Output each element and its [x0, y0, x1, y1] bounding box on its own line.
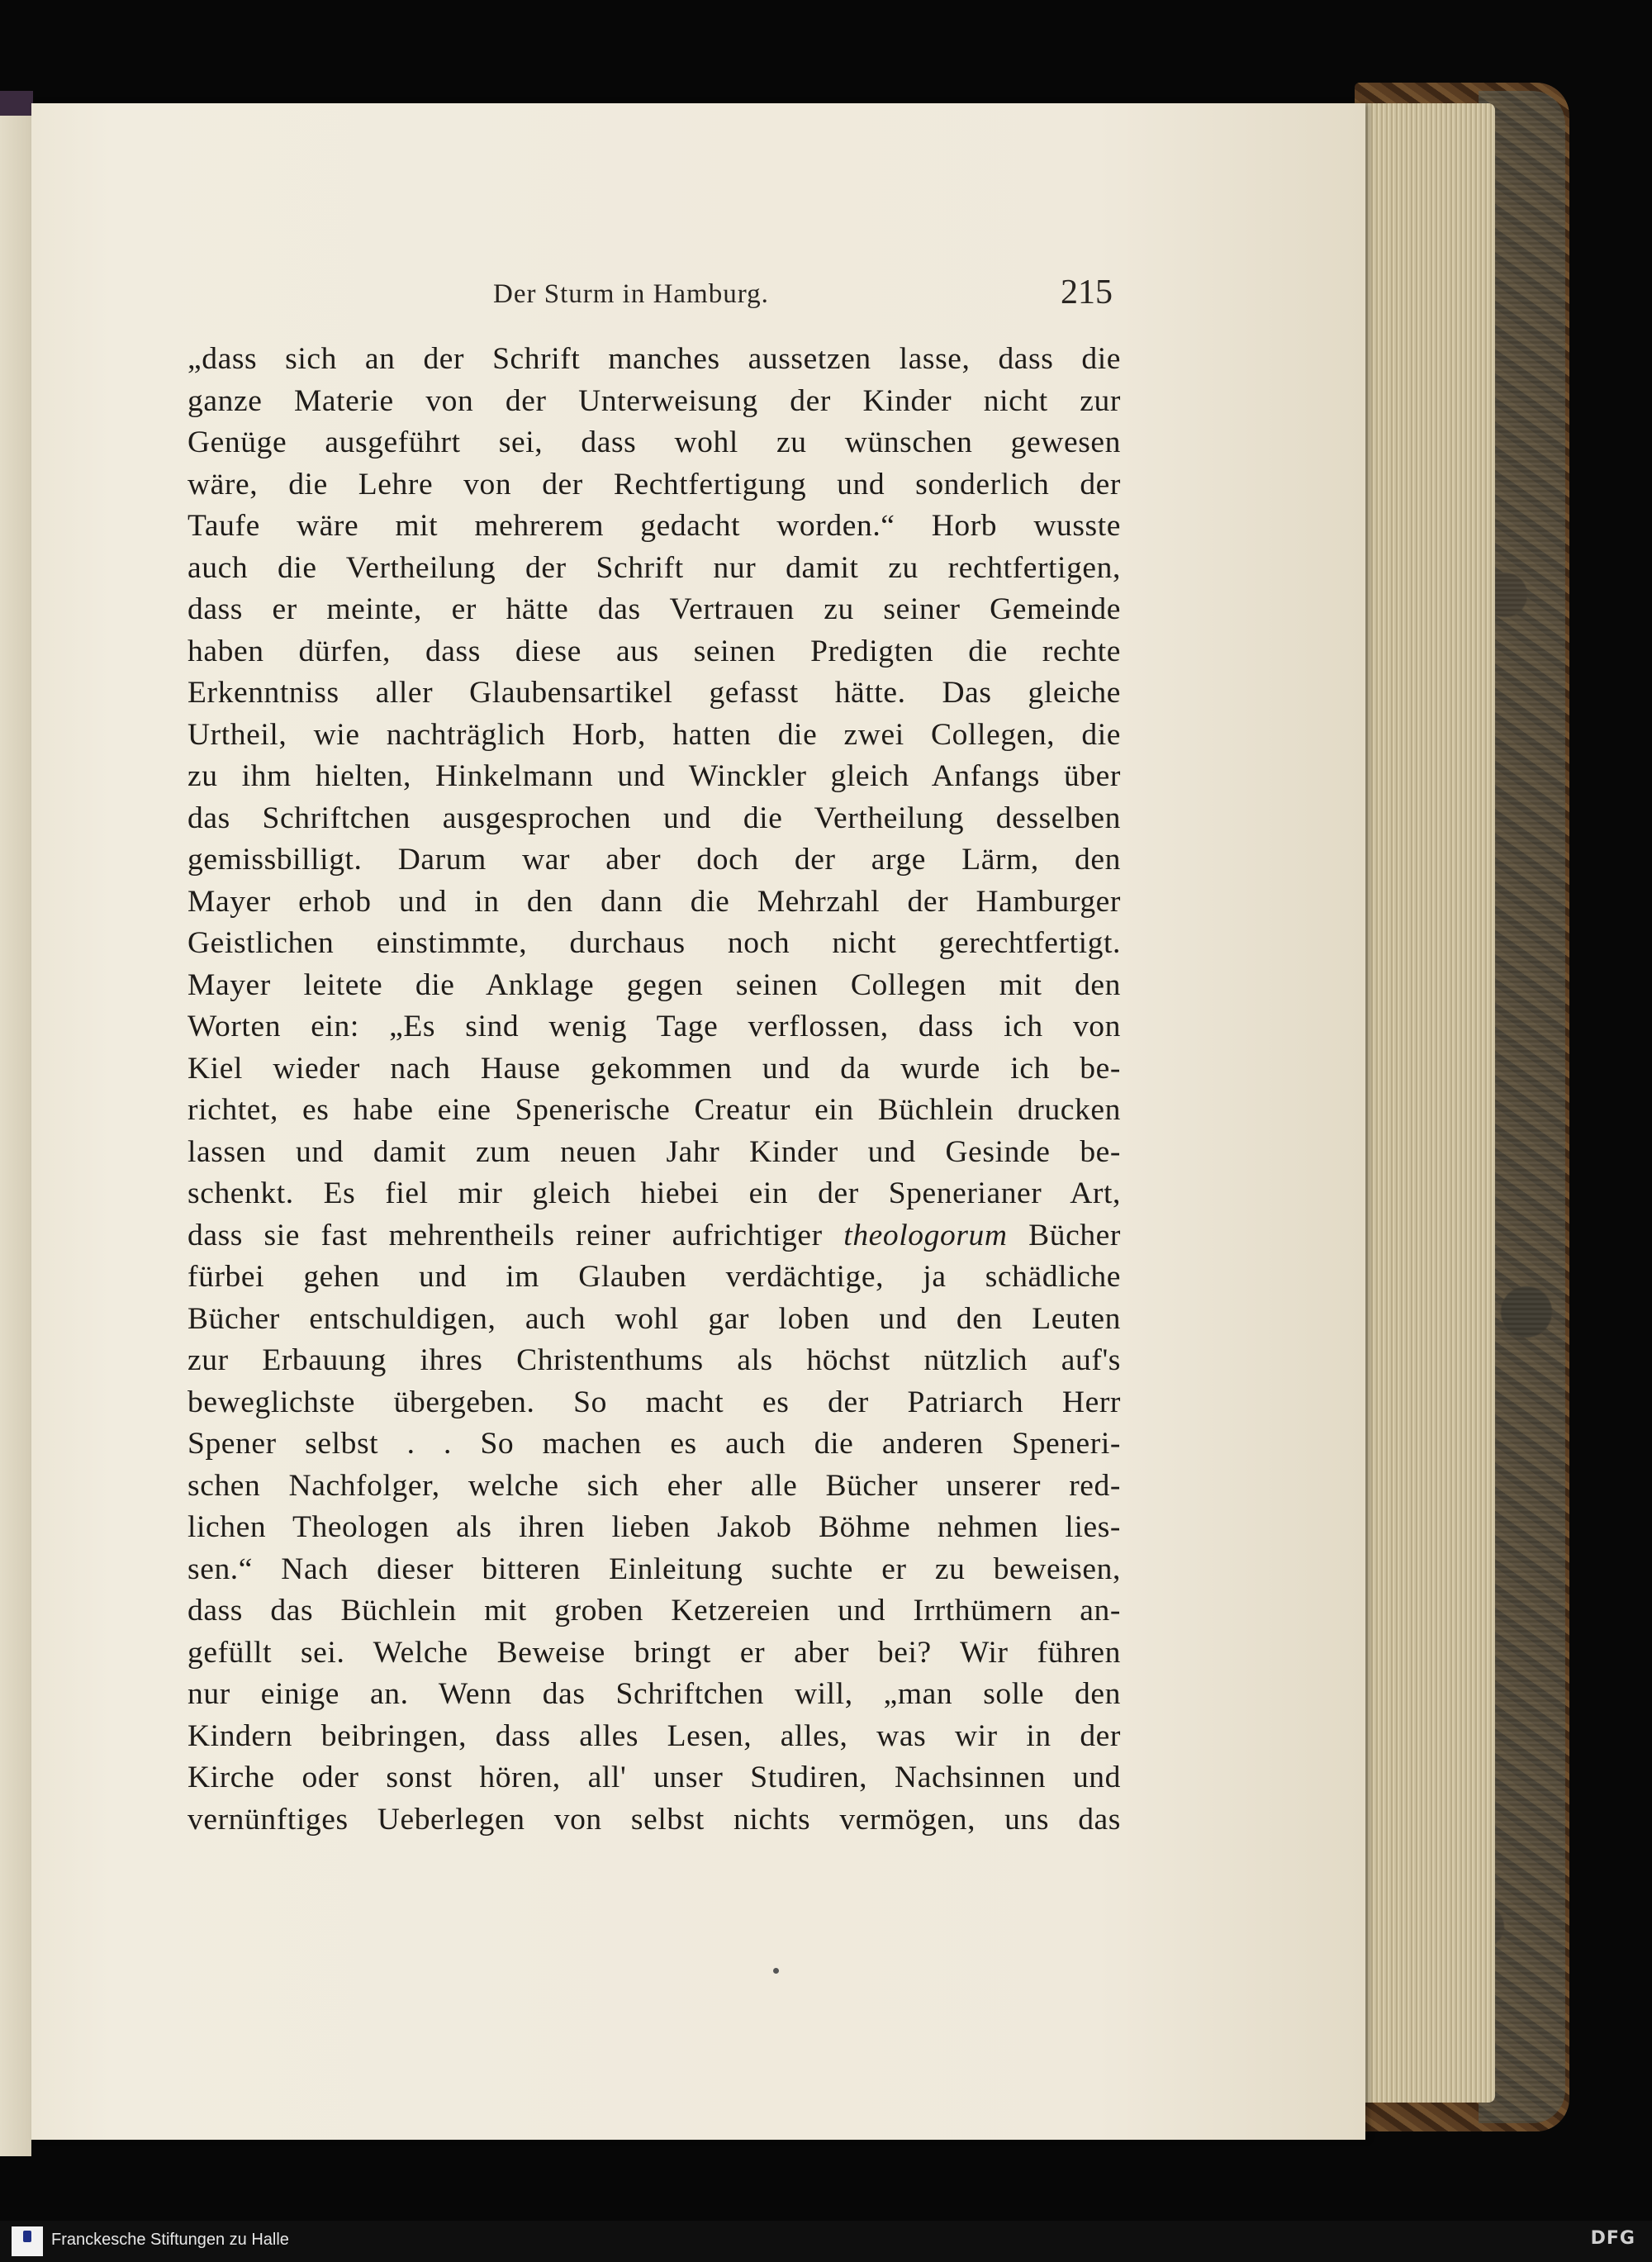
text-line: schen Nachfolger, welche sich eher alle Bücher unserer red-	[188, 1468, 1121, 1503]
text-line: das Schriftchen ausgesprochen und die Vertheilung desselben	[188, 801, 1121, 835]
left-page-edge	[0, 116, 31, 2156]
text-line: Bücher entschuldigen, auch wohl gar loben und den Leuten	[188, 1301, 1121, 1336]
text-segment: Bücher	[1007, 1218, 1121, 1252]
text-line: Genüge ausgeführt sei, dass wohl zu wünschen gewesen	[188, 425, 1121, 459]
text-line: zu ihm hielten, Hinkelmann und Winckler gleich Anfangs über	[188, 759, 1121, 793]
text-line: dass er meinte, er hätte das Vertrauen zu seiner Gemeinde	[188, 592, 1121, 626]
text-line: Kirche oder sonst hören, all' unser Studiren, Nachsinnen und	[188, 1761, 1121, 1794]
text-line: lassen und damit zum neuen Jahr Kinder und Gesinde be-	[188, 1134, 1121, 1169]
text-line: auch die Vertheilung der Schrift nur damit zu rechtfertigen,	[188, 550, 1121, 585]
text-line: gemissbilligt. Darum war aber doch der arge Lärm, den	[188, 843, 1121, 877]
page-speck	[773, 1968, 779, 1974]
text-line: zur Erbauung ihres Christenthums als höchst nützlich auf's	[188, 1343, 1121, 1377]
text-line: gefüllt sei. Welche Beweise bringt er aber bei? Wir führen	[188, 1635, 1121, 1670]
text-segment: dass sie fast mehrentheils reiner aufrichtiger	[188, 1218, 844, 1252]
text-line: Mayer erhob und in den dann die Mehrzahl der Hamburger	[188, 884, 1121, 919]
text-line: Mayer leitete die Anklage gegen seinen Collegen mit den	[188, 967, 1121, 1002]
francke-foundation-logo-icon	[12, 2226, 43, 2256]
text-line: „dass sich an der Schrift manches aussetzen lasse, dass die	[188, 342, 1121, 376]
text-line: Erkenntniss aller Glaubensartikel gefasst hätte. Das gleiche	[188, 676, 1121, 710]
text-line: lichen Theologen als ihren lieben Jakob Böhme nehmen lies-	[188, 1510, 1121, 1544]
text-line: schenkt. Es fiel mir gleich hiebei ein der Spenerianer Art,	[188, 1176, 1121, 1210]
text-line: Urtheil, wie nachträglich Horb, hatten die zwei Collegen, die	[188, 717, 1121, 752]
page-block-fore-edge	[1355, 103, 1495, 2103]
left-binding	[0, 91, 33, 116]
text-line: dass das Büchlein mit groben Ketzereien und Irrthümern an-	[188, 1594, 1121, 1628]
text-line: sen.“ Nach dieser bitteren Einleitung suchte er zu beweisen,	[188, 1552, 1121, 1586]
text-line: Geistlichen einstimmte, durchaus noch nicht gerechtfertigt.	[188, 926, 1121, 960]
running-head: Der Sturm in Hamburg.	[493, 279, 769, 309]
body-text	[188, 339, 1121, 1841]
italic-term: theologorum	[843, 1218, 1008, 1252]
text-line: Worten ein: „Es sind wenig Tage verflossen, dass ich von	[188, 1010, 1121, 1043]
dfg-brand-label: DFG	[1590, 2228, 1635, 2249]
text-line: beweglichste übergeben. So macht es der Patriarch Herr	[188, 1385, 1121, 1419]
text-line: Kindern beibringen, dass alles Lesen, alles, was wir in der	[188, 1718, 1121, 1753]
text-line: ganze Materie von der Unterweisung der Kinder nicht zur	[188, 383, 1121, 418]
text-line: haben dürfen, dass diese aus seinen Predigten die rechte	[188, 634, 1121, 668]
institution-label: Franckesche Stiftungen zu Halle	[51, 2231, 289, 2249]
text-line: Taufe wäre mit mehrerem gedacht worden.“ Horb wusste	[188, 509, 1121, 543]
text-line: Kiel wieder nach Hause gekommen und da wurde ich be-	[188, 1051, 1121, 1086]
logo-mark-icon	[23, 2231, 31, 2242]
page-number: 215	[1061, 273, 1113, 311]
text-line: Spener selbst . . So machen es auch die anderen Speneri-	[188, 1427, 1121, 1461]
text-line: fürbei gehen und im Glauben verdächtige, ja schädliche	[188, 1260, 1121, 1294]
text-line: richtet, es habe eine Spenerische Creatur ein Büchlein drucken	[188, 1093, 1121, 1127]
text-line: vernünftiges Ueberlegen von selbst nichts vermögen, uns das	[188, 1802, 1121, 1837]
viewer-footer	[0, 2221, 1652, 2262]
text-line: nur einige an. Wenn das Schriftchen will, „man solle den	[188, 1677, 1121, 1711]
text-line	[188, 1215, 1121, 1257]
text-line: wäre, die Lehre von der Rechtfertigung und sonderlich der	[188, 467, 1121, 501]
